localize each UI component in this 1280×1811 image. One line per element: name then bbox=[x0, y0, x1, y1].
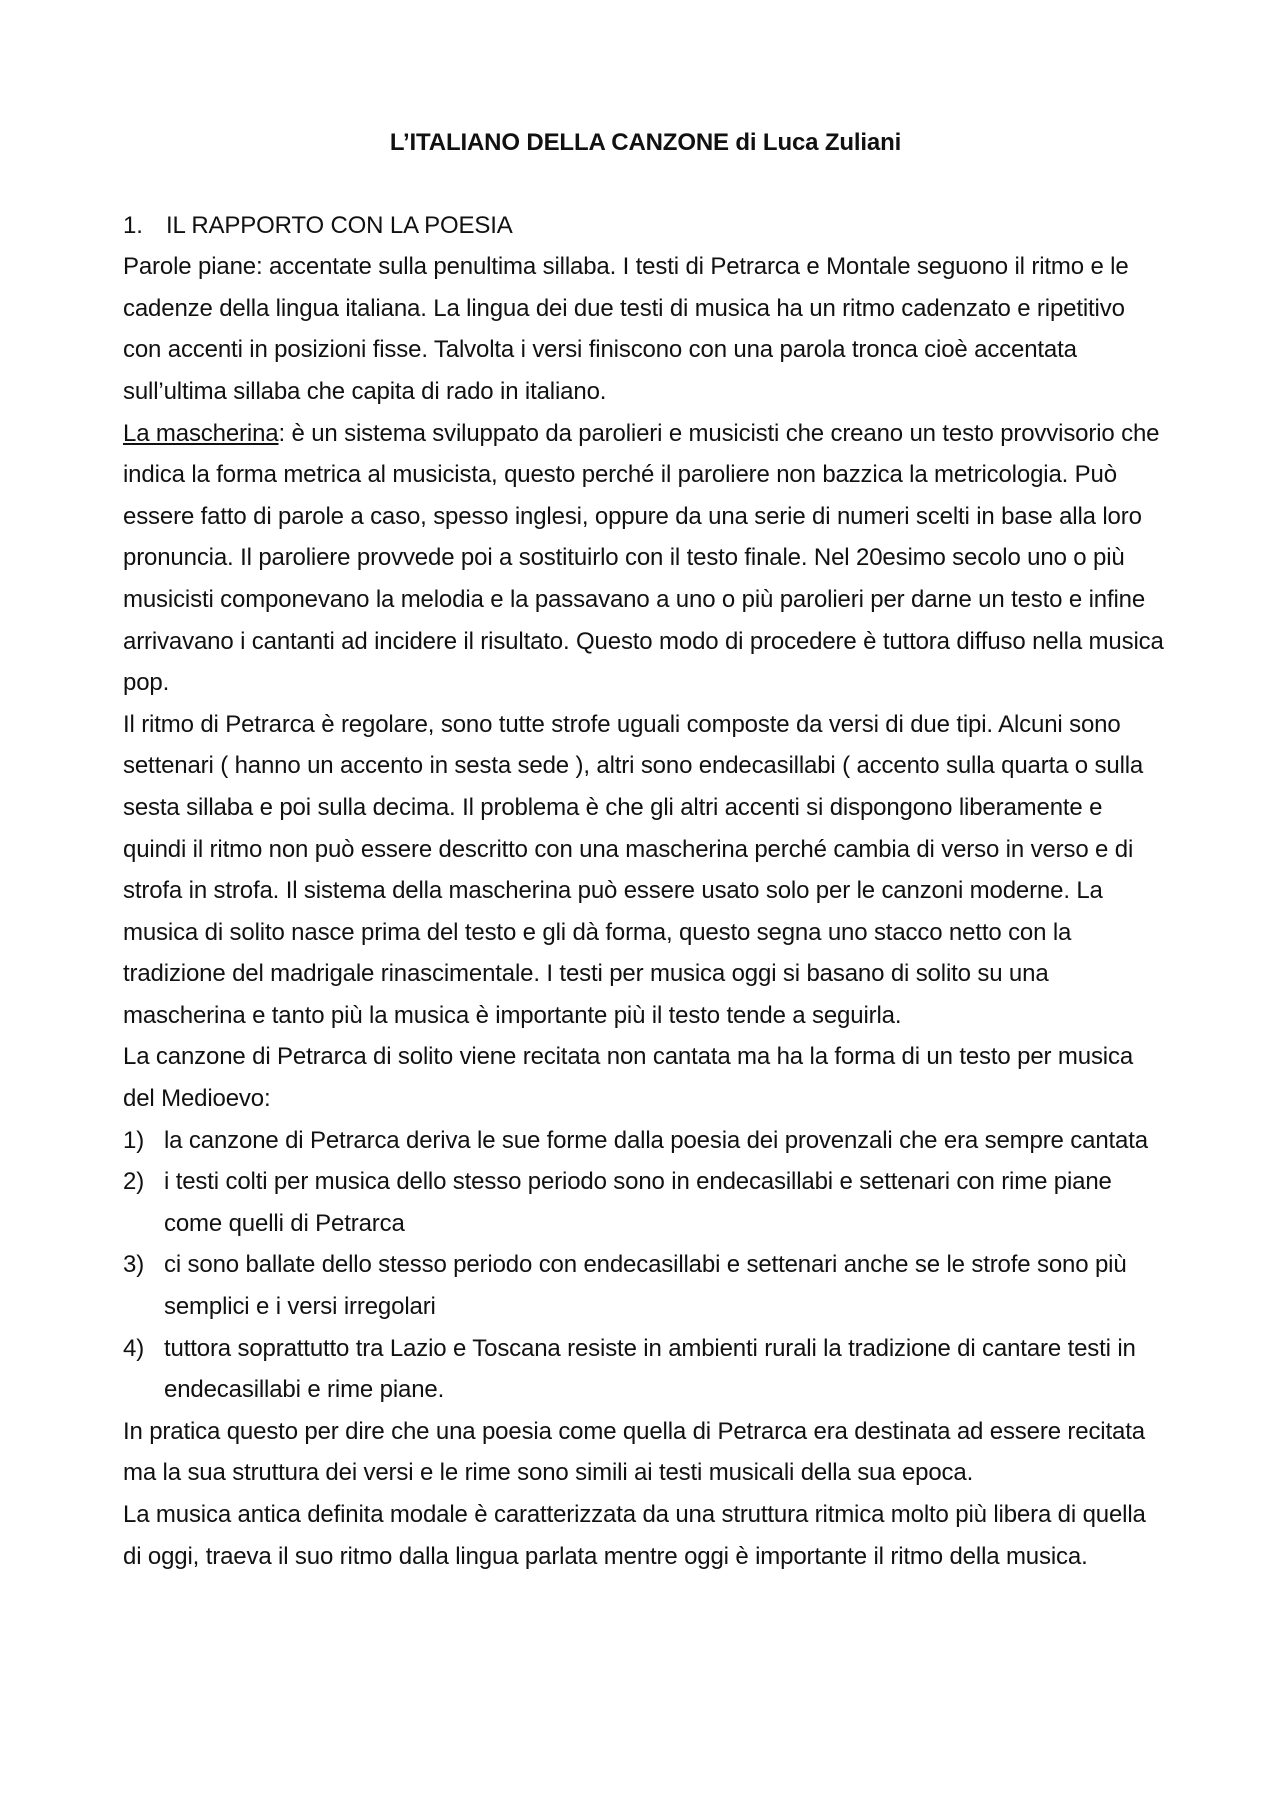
mascherina-term: La mascherina bbox=[123, 419, 279, 447]
list-item bbox=[123, 1244, 1168, 1327]
list-marker: 4) bbox=[123, 1334, 145, 1362]
list-item bbox=[123, 1120, 1168, 1162]
paragraph-canzone-petrarca: La canzone di Petrarca di solito viene recitata non cantata ma ha la forma di un testo per musica del Medioevo: bbox=[123, 1043, 1134, 1113]
list-item bbox=[123, 1161, 1168, 1244]
paragraph-musica-antica: La musica antica definita modale è caratterizzata da una struttura ritmica molto più libera di quella di oggi, traeva il suo ritmo dalla lingua parlata mentre oggi è importante il ritmo della musica. bbox=[123, 1501, 1146, 1570]
paragraph-in-pratica: In pratica questo per dire che una poesia come quella di Petrarca era destinata ad essere recitata ma la sua struttura dei versi e le rime sono simili ai testi musicali della sua epoca. bbox=[123, 1417, 1145, 1487]
paragraph-mascherina bbox=[123, 413, 1168, 704]
list-marker: 3) bbox=[123, 1251, 145, 1279]
list-item-text: la canzone di Petrarca deriva le sue forme dalla poesia dei provenzali che era sempre cantata bbox=[164, 1126, 1148, 1154]
document-title: L’ITALIANO DELLA CANZONE di Luca Zuliani bbox=[389, 129, 902, 156]
document-page bbox=[123, 122, 1168, 1577]
paragraph-parole-piane: Parole piane: accentate sulla penultima sillaba. I testi di Petrarca e Montale seguono il ritmo e le cadenze della lingua italiana. La lingua dei due testi di musica ha un ritmo cadenzato e ripetitivo con accenti in posizioni fisse. Talvolta i versi finiscono con una parola tronca cioè accentata sull’ultima sillaba che capita di rado in italiano. bbox=[123, 253, 1129, 405]
section-number: 1. bbox=[123, 211, 143, 239]
mascherina-definition: : è un sistema sviluppato da parolieri e musicisti che creano un testo provvisorio che indica la forma metrica al musicista, questo perché il paroliere non bazzica la metricologia. Può essere fatto di parole a caso, spesso inglesi, oppure da una serie di numeri scelti in base alla loro pronuncia. Il paroliere provvede poi a sostituirlo con il testo finale. Nel 20esimo secolo uno o più musicisti componevano la melodia e la passavano a uno o più parolieri per darne un testo e infine arrivavano i cantanti ad incidere il risultato. Questo modo di procedere è tuttora diffuso nella musica pop. bbox=[123, 419, 1164, 697]
paragraph-ritmo-petrarca: Il ritmo di Petrarca è regolare, sono tutte strofe uguali composte da versi di due tipi. Alcuni sono settenari ( hanno un accento in sesta sede ), altri sono endecasillabi ( accento sulla quarta o sulla sesta sillaba e poi sulla decima. Il problema è che gli altri accenti si dispongono liberamente e quindi il ritmo non può essere descritto con una mascherina perché cambia di verso in verso e di strofa in strofa. Il sistema della mascherina può essere usato solo per le canzoni moderne. La musica di solito nasce prima del testo e gli dà forma, questo segna uno stacco netto con la tradizione del madrigale rinascimentale. I testi per musica oggi si basano di solito su una mascherina e tanto più la musica è importante più il testo tende a seguirla. bbox=[123, 710, 1144, 1029]
section-heading bbox=[123, 205, 1168, 247]
list-marker: 2) bbox=[123, 1168, 145, 1196]
list-item-text: tuttora soprattutto tra Lazio e Toscana resiste in ambienti rurali la tradizione di cantare testi in endecasillabi e rime piane. bbox=[164, 1334, 1136, 1404]
list-marker: 1) bbox=[123, 1126, 145, 1154]
list-item-text: i testi colti per musica dello stesso periodo sono in endecasillabi e settenari con rime piane come quelli di Petrarca bbox=[164, 1168, 1112, 1237]
section-title: IL RAPPORTO CON LA POESIA bbox=[166, 211, 513, 239]
numbered-list bbox=[123, 1120, 1168, 1411]
list-item-text: ci sono ballate dello stesso periodo con endecasillabi e settenari anche se le strofe sono più semplici e i versi irregolari bbox=[164, 1251, 1127, 1321]
list-item bbox=[123, 1328, 1168, 1411]
